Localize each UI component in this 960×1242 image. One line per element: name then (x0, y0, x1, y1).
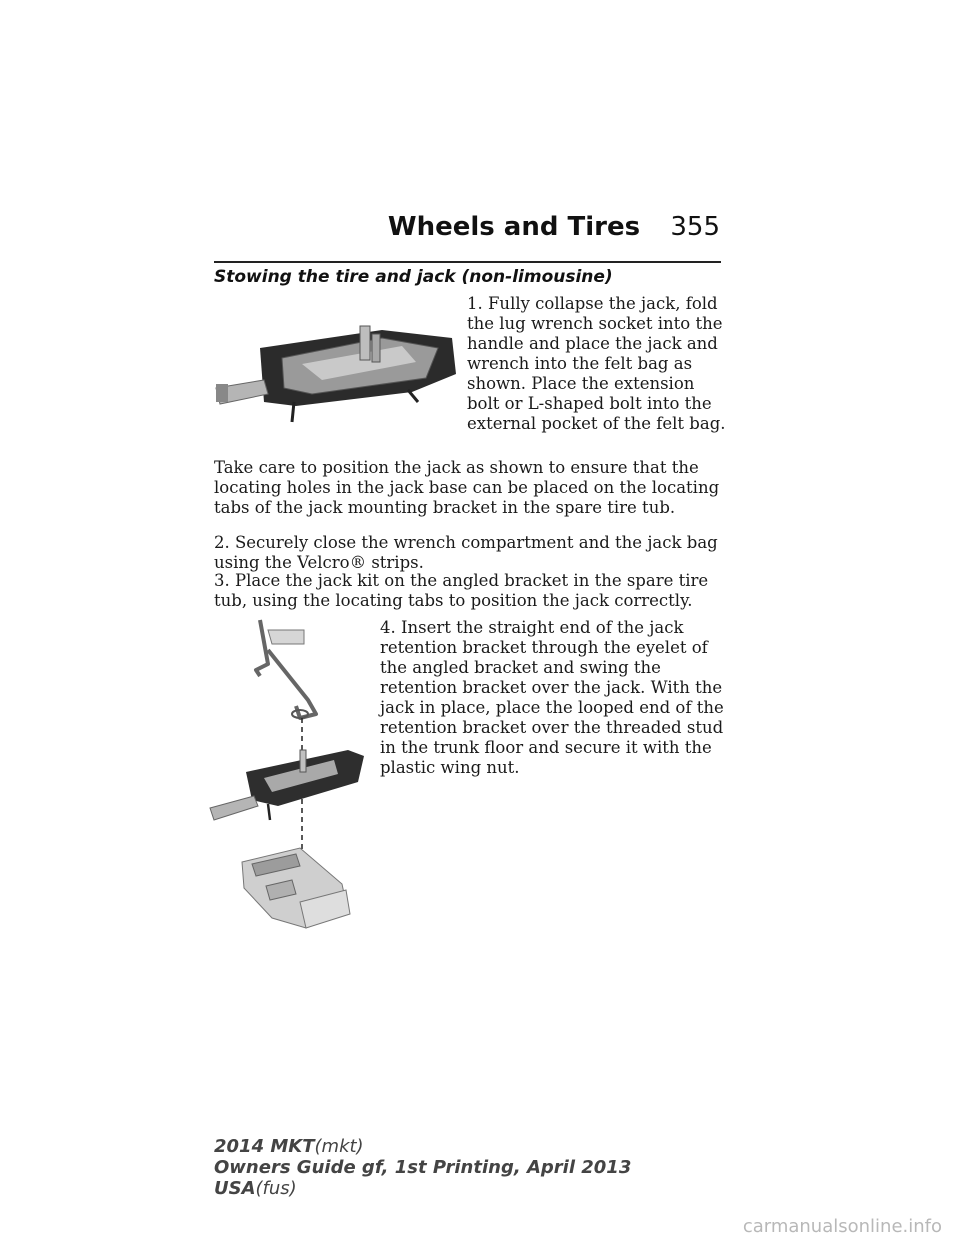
footer-line-3 (214, 1178, 631, 1199)
page-number: 355 (670, 212, 720, 242)
positioning-note-text: Take care to position the jack as shown to ensure that the locating holes in the jack base can be placed on the locating tabs of the jack mounting bracket in the spare tire tub. (214, 458, 720, 517)
page-header-title: Wheels and Tires (387, 212, 641, 242)
section-heading: Stowing the tire and jack (non-limousine) (214, 267, 613, 287)
document-footer (214, 1136, 631, 1199)
header-divider (214, 261, 721, 263)
step-4-text: 4. Insert the straight end of the jack retention bracket through the eyelet of the angled bracket and swing the retention bracket over the jack. With the jack in place, place the looped end of the retention bracket over the threaded stud in the trunk floor and secure it with the plastic wing nut. (380, 618, 724, 777)
jack-retention-bracket-illustration (208, 610, 368, 940)
footer-market-code: (fus) (255, 1178, 297, 1199)
step-1-text: 1. Fully collapse the jack, fold the lug wrench socket into the handle and place the jack and wrench into the felt bag as shown. Place the extension bolt or L-shaped bolt into the external pocket of the felt bag. (467, 294, 726, 433)
footer-line-2: Owners Guide gf, 1st Printing, April 2013 (214, 1157, 632, 1178)
footer-model-code: (mkt) (314, 1136, 364, 1157)
footer-model-year: 2014 MKT (214, 1136, 315, 1157)
footer-market: USA (214, 1178, 256, 1199)
step-2-text: 2. Securely close the wrench compartment and the jack bag using the Velcro® strips. (214, 533, 718, 572)
jack-in-felt-bag-illustration (212, 318, 458, 424)
step-3-text: 3. Place the jack kit on the angled bracket in the spare tire tub, using the locating tabs to position the jack correctly. (214, 571, 709, 610)
footer-line-1 (214, 1136, 631, 1157)
watermark-text: carmanualsonline.info (742, 1216, 942, 1237)
